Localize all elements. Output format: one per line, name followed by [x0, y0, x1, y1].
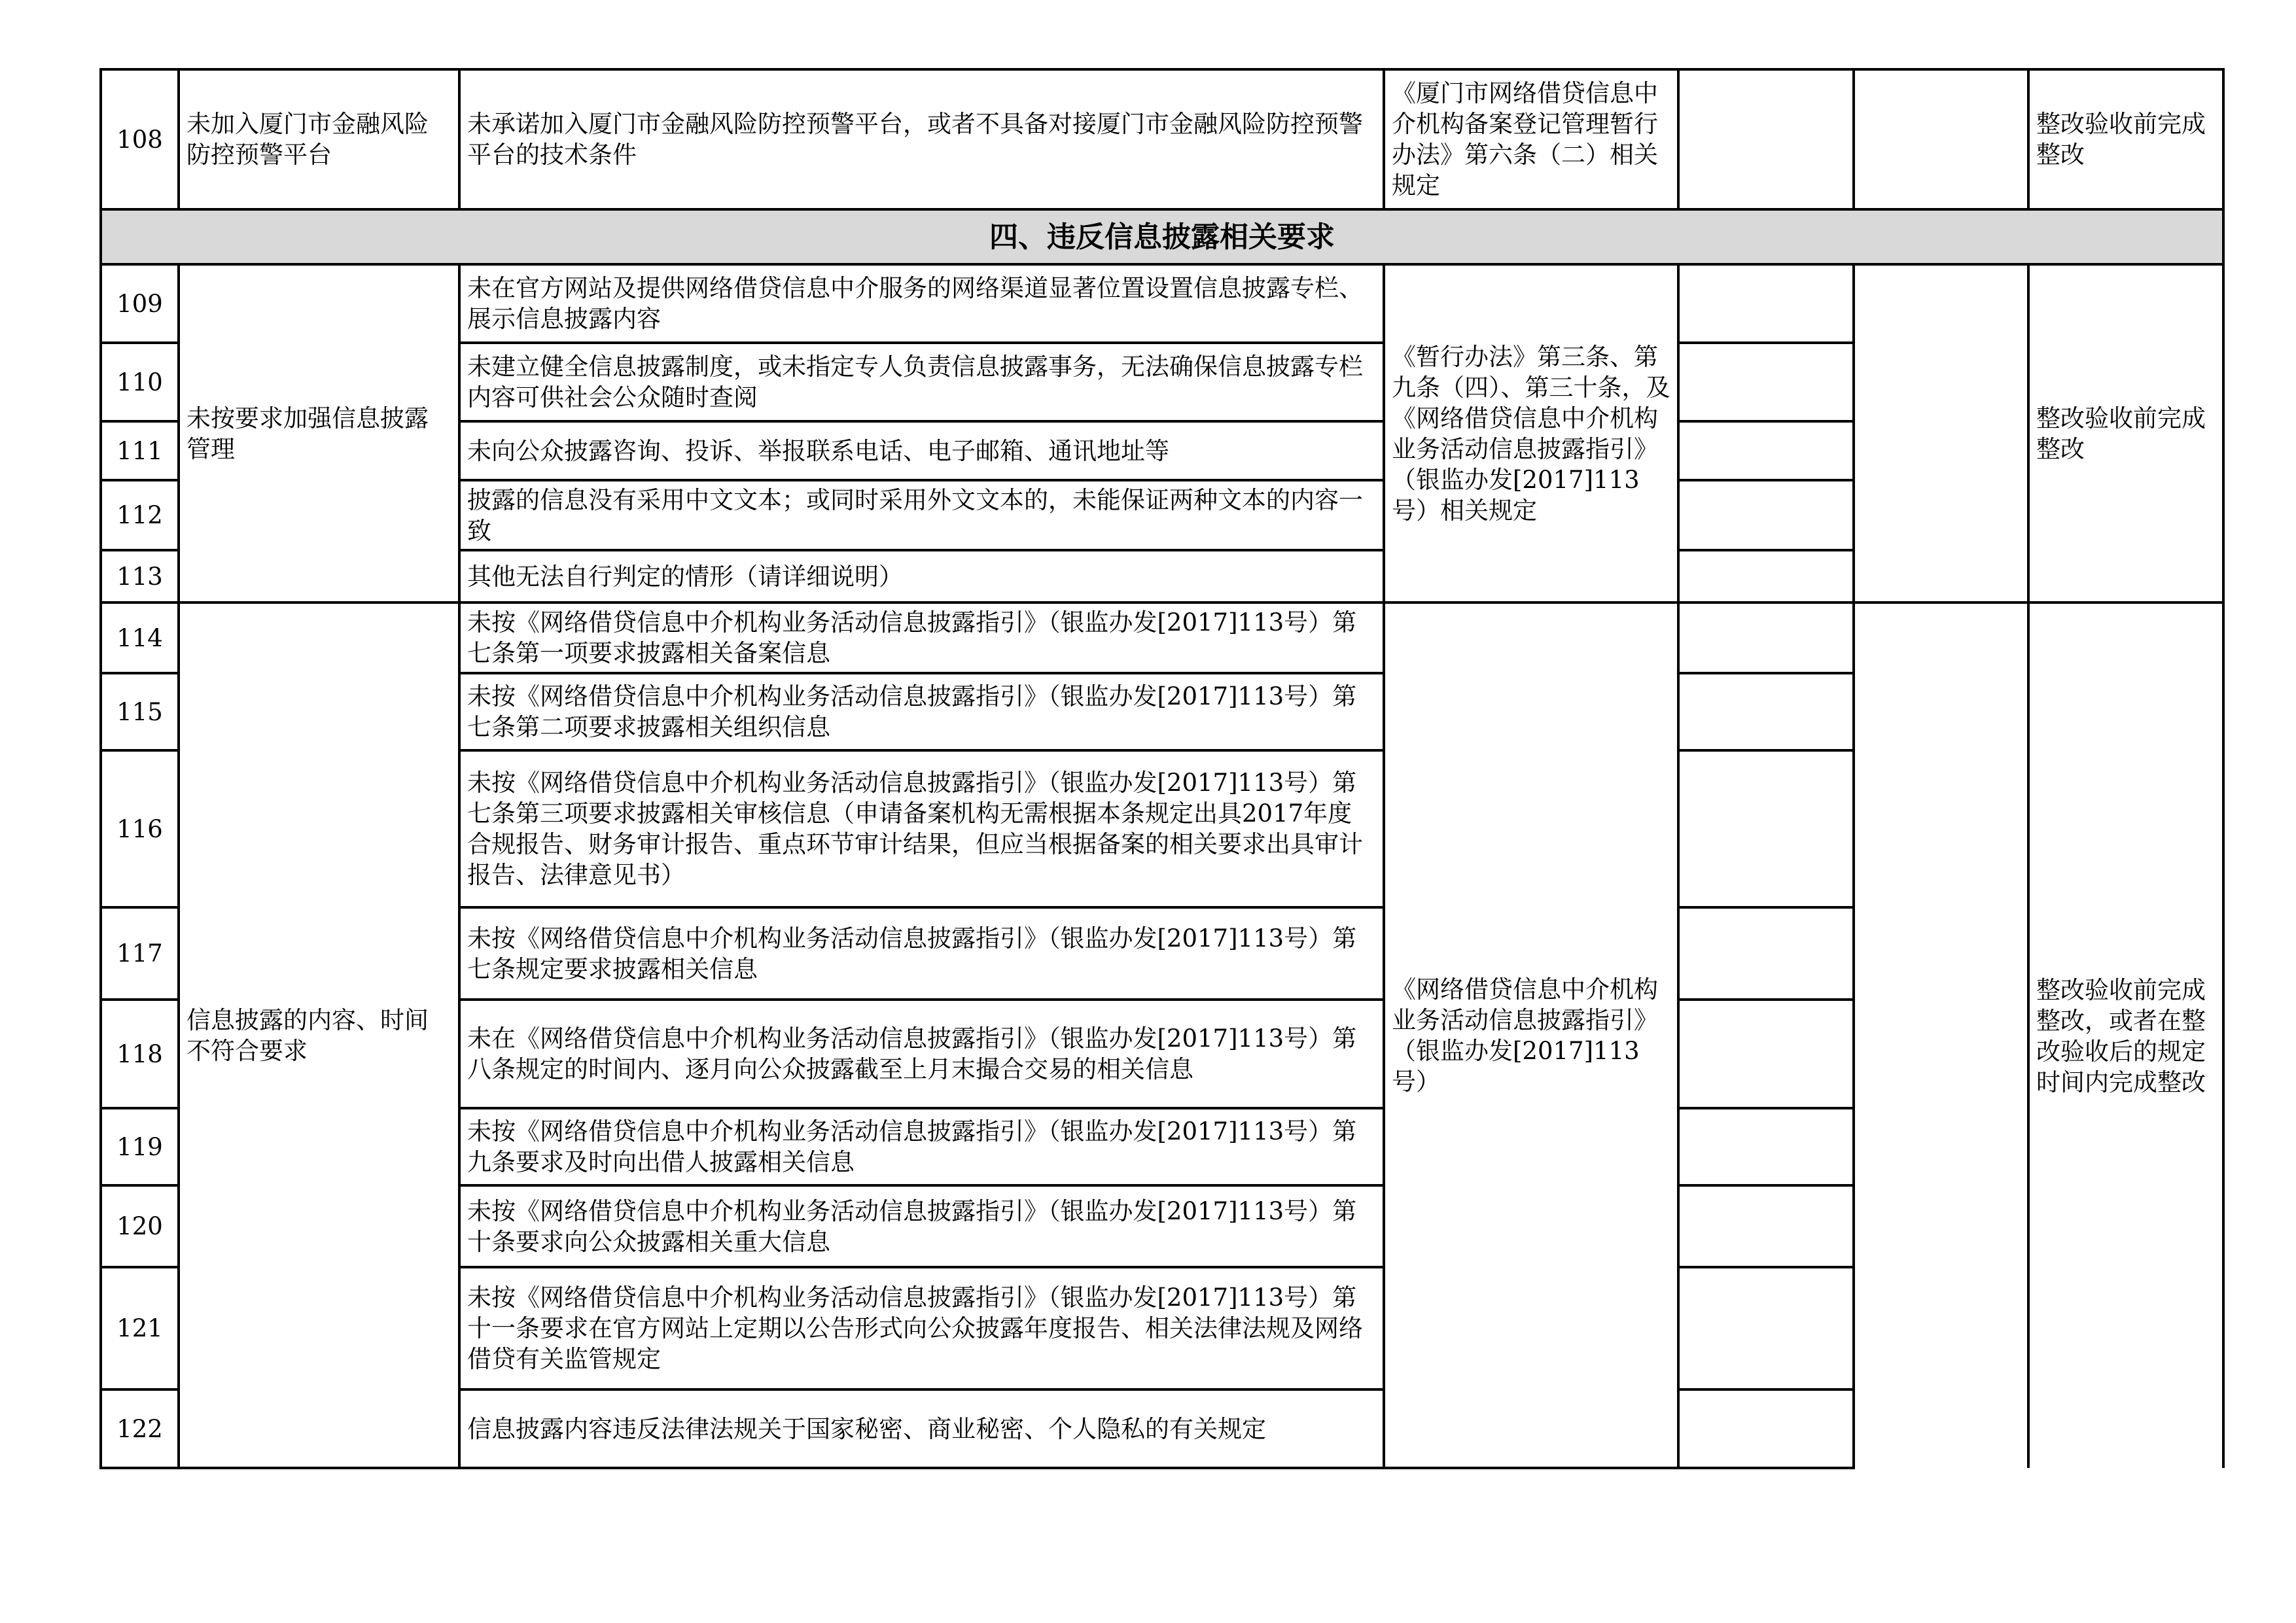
blank-cell [1678, 750, 1854, 907]
legal-basis: 《网络借贷信息中介机构业务活动信息披露指引》（银监办发[2017]113号） [1384, 602, 1678, 1468]
issue-description: 未按《网络借贷信息中介机构业务活动信息披露指引》（银监办发[2017]113号）第七条规定要求披露相关信息 [459, 907, 1384, 1000]
row-number: 109 [101, 264, 179, 343]
blank-cell [1678, 602, 1854, 673]
row-number: 121 [101, 1267, 179, 1389]
blank-cell [1854, 69, 2028, 209]
row-number: 122 [101, 1389, 179, 1468]
blank-cell [1854, 264, 2028, 602]
issue-description: 未按《网络借贷信息中介机构业务活动信息披露指引》（银监办发[2017]113号）第十一条要求在官方网站上定期以公告形式向公众披露年度报告、相关法律法规及网络借贷有关监管规定 [459, 1267, 1384, 1389]
blank-cell [1678, 550, 1854, 602]
blank-cell [1678, 480, 1854, 550]
issue-description: 未向公众披露咨询、投诉、举报联系电话、电子邮箱、通讯地址等 [459, 421, 1384, 480]
row-number: 113 [101, 550, 179, 602]
table-row [101, 69, 2223, 209]
blank-cell [1678, 69, 1854, 209]
issue-description: 披露的信息没有采用中文文本；或同时采用外文文本的，未能保证两种文本的内容一致 [459, 480, 1384, 550]
blank-cell [1678, 1389, 1854, 1468]
row-number: 114 [101, 602, 179, 673]
blank-cell [1678, 343, 1854, 421]
blank-cell [1678, 1000, 1854, 1108]
issue-description: 其他无法自行判定的情形（请详细说明） [459, 550, 1384, 602]
row-number: 117 [101, 907, 179, 1000]
blank-cell [1854, 602, 2028, 1468]
blank-cell [1678, 907, 1854, 1000]
issue-description: 未承诺加入厦门市金融风险防控预警平台，或者不具备对接厦门市金融风险防控预警平台的技术条件 [459, 69, 1384, 209]
blank-cell [1678, 264, 1854, 343]
issue-description: 未在《网络借贷信息中介机构业务活动信息披露指引》（银监办发[2017]113号）第八条规定的时间内、逐月向公众披露截至上月末撮合交易的相关信息 [459, 1000, 1384, 1108]
blank-cell [1678, 1108, 1854, 1185]
issue-category: 未加入厦门市金融风险防控预警平台 [179, 69, 459, 209]
row-number: 116 [101, 750, 179, 907]
row-number: 119 [101, 1108, 179, 1185]
row-number: 120 [101, 1185, 179, 1267]
blank-cell [1678, 1185, 1854, 1267]
row-number: 110 [101, 343, 179, 421]
row-number: 108 [101, 69, 179, 209]
issue-description: 未按《网络借贷信息中介机构业务活动信息披露指引》（银监办发[2017]113号）第七条第一项要求披露相关备案信息 [459, 602, 1384, 673]
blank-cell [1678, 421, 1854, 480]
issue-category: 未按要求加强信息披露管理 [179, 264, 459, 602]
issue-description: 信息披露内容违反法律法规关于国家秘密、商业秘密、个人隐私的有关规定 [459, 1389, 1384, 1468]
row-number: 118 [101, 1000, 179, 1108]
table-row [101, 264, 2223, 343]
rectification-requirement: 整改验收前完成整改，或者在整改验收后的规定时间内完成整改 [2028, 602, 2223, 1468]
issue-description: 未按《网络借贷信息中介机构业务活动信息披露指引》（银监办发[2017]113号）第九条要求及时向出借人披露相关信息 [459, 1108, 1384, 1185]
issue-description: 未按《网络借贷信息中介机构业务活动信息披露指引》（银监办发[2017]113号）第七条第三项要求披露相关审核信息（申请备案机构无需根据本条规定出具2017年度合规报告、财务审计报告、重点环节审计结果，但应当根据备案的相关要求出具审计报告、法律意见书） [459, 750, 1384, 907]
section-header-row [101, 209, 2223, 264]
rectification-requirement: 整改验收前完成整改 [2028, 69, 2223, 209]
issue-description: 未按《网络借贷信息中介机构业务活动信息披露指引》（银监办发[2017]113号）第七条第二项要求披露相关组织信息 [459, 673, 1384, 750]
issue-category: 信息披露的内容、时间不符合要求 [179, 602, 459, 1468]
legal-basis: 《暂行办法》第三条、第九条（四）、第三十条，及《网络借贷信息中介机构业务活动信息披露指引》（银监办发[2017]113号）相关规定 [1384, 264, 1678, 602]
row-number: 112 [101, 480, 179, 550]
blank-cell [1678, 1267, 1854, 1389]
row-number: 115 [101, 673, 179, 750]
blank-cell [1678, 673, 1854, 750]
issue-description: 未建立健全信息披露制度，或未指定专人负责信息披露事务，无法确保信息披露专栏内容可供社会公众随时查阅 [459, 343, 1384, 421]
section-title: 四、违反信息披露相关要求 [101, 209, 2223, 264]
inspection-table [99, 68, 2225, 1469]
legal-basis: 《厦门市网络借贷信息中介机构备案登记管理暂行办法》第六条（二）相关规定 [1384, 69, 1678, 209]
row-number: 111 [101, 421, 179, 480]
table-row [101, 602, 2223, 673]
issue-description: 未按《网络借贷信息中介机构业务活动信息披露指引》（银监办发[2017]113号）第十条要求向公众披露相关重大信息 [459, 1185, 1384, 1267]
rectification-requirement: 整改验收前完成整改 [2028, 264, 2223, 602]
issue-description: 未在官方网站及提供网络借贷信息中介服务的网络渠道显著位置设置信息披露专栏、展示信息披露内容 [459, 264, 1384, 343]
